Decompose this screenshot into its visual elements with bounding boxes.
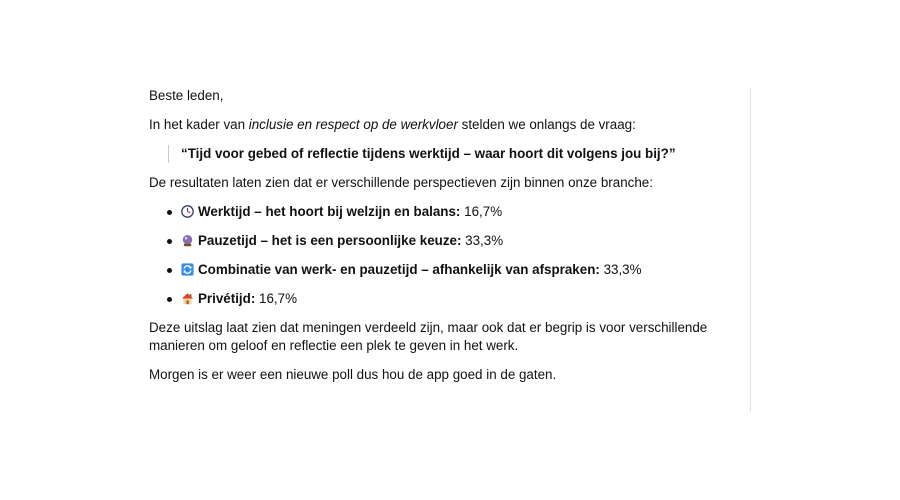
result-label: Privétijd: — [198, 291, 256, 306]
greeting: Beste leden, — [149, 88, 224, 103]
intro-text-before: In het kader van — [149, 117, 249, 132]
result-value: 33,3% — [461, 233, 504, 248]
repeat-icon — [181, 263, 194, 276]
intro-text-after: stelden we onlangs de vraag: — [457, 117, 636, 132]
results-intro: De resultaten laten zien dat er verschillende perspectieven zijn binnen onze branche: — [149, 175, 653, 190]
conclusion-paragraph: Deze uitslag laat zien dat meningen verdeeld zijn, maar ook dat er begrip is voor verschillende manieren om geloof en reflectie een plek te geven in het werk. — [149, 320, 708, 353]
list-item — [167, 261, 739, 279]
list-item — [167, 232, 739, 250]
content-border — [750, 88, 751, 412]
clock-icon — [181, 205, 194, 218]
bullet-icon — [167, 268, 172, 273]
results-list — [149, 203, 739, 308]
result-label: Combinatie van werk- en pauzetijd – afhankelijk van afspraken: — [198, 262, 600, 277]
house-icon — [181, 292, 194, 305]
list-item — [167, 290, 739, 308]
list-item — [167, 203, 739, 221]
message-body — [149, 87, 739, 384]
closing-paragraph: Morgen is er weer een nieuwe poll dus hou de app goed in de gaten. — [149, 367, 557, 382]
result-label: Pauzetijd – het is een persoonlijke keuze: — [198, 233, 462, 248]
crystal-ball-icon — [181, 234, 194, 247]
intro-paragraph — [149, 116, 739, 134]
poll-question-quote: “Tijd voor gebed of reflectie tijdens werktijd – waar hoort dit volgens jou bij?” — [168, 145, 739, 163]
result-label: Werktijd – het hoort bij welzijn en balans: — [198, 204, 461, 219]
intro-emphasis: inclusie en respect op de werkvloer — [248, 117, 458, 132]
result-value: 33,3% — [599, 262, 642, 277]
result-value: 16,7% — [255, 291, 297, 306]
bullet-icon — [167, 210, 172, 215]
bullet-icon — [167, 239, 172, 244]
result-value: 16,7% — [460, 204, 503, 219]
bullet-icon — [167, 297, 172, 302]
